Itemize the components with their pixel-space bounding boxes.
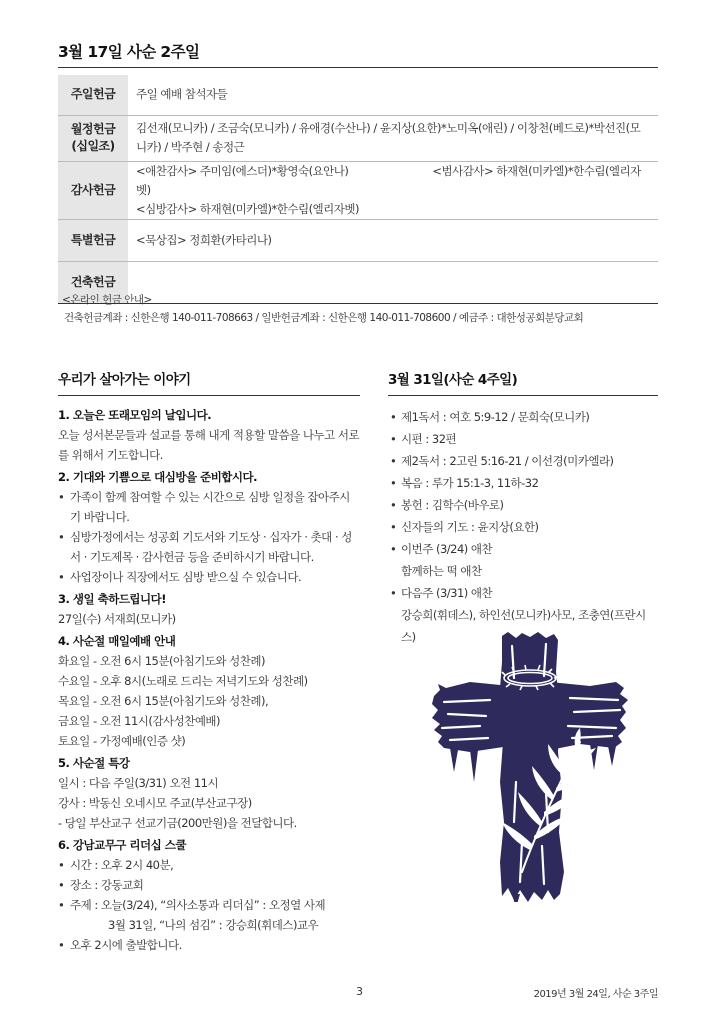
story-title: 우리가 살아가는 이야기 [58, 368, 360, 396]
offering-table [58, 75, 658, 304]
online-offering-info [62, 291, 583, 327]
offering-label-line: 월정헌금 [70, 122, 116, 136]
offering-content: 주일 예배 참석자들 [128, 75, 658, 115]
offering-content-line [136, 162, 650, 200]
section-heading: 4. 사순절 매일예배 안내 [58, 634, 176, 648]
reading-item: • 시편 : 32편 [390, 432, 457, 446]
section-heading: 5. 사순절 특강 [58, 756, 130, 770]
lecture-line: 강사 : 박동신 오네시모 주교(부산교구장) [58, 796, 252, 810]
reading-item: • 이번주 (3/24) 애찬 [390, 542, 493, 556]
story-section-5 [58, 754, 360, 833]
page-title: 3월 17일 사순 2주일 [58, 43, 200, 61]
schedule-line: 토요일 - 가정예배(인증 샷) [58, 734, 186, 748]
schedule-line: 화요일 - 오전 6시 15분(아침기도와 성찬례) [58, 654, 265, 668]
lecture-line: 일시 : 다음 주일(3/31) 오전 11시 [58, 776, 219, 790]
cross-icon [430, 632, 630, 902]
thanks-entry: <애찬감사> 주미임(에스더)*황영숙(요안나) [136, 163, 349, 178]
thanks-entry: <심방감사> 하재현(미카엘)*한수림(엘리자벳) [136, 201, 359, 216]
story-section-2 [58, 468, 360, 587]
list-item: • 오후 2시에 출발합니다. [58, 938, 182, 952]
section-heading: 6. 강남교무구 리더십 스쿨 [58, 838, 186, 852]
title-divider [58, 67, 658, 68]
reading-item: • 다음주 (3/31) 애찬 [390, 586, 493, 600]
list-item-continuation: 3월 31일, “나의 섬김” : 강승희(휘데스)교우 [108, 918, 319, 932]
story-section-4 [58, 632, 360, 751]
offering-label: 특별헌금 [58, 219, 128, 261]
story-section-3 [58, 590, 360, 629]
thanks-entry: <범사감사> 하재현(미카엘)*한수림(엘리자벳) [136, 163, 641, 197]
reading-item: • 봉헌 : 김학수(바우로) [390, 498, 504, 512]
section-heading: 3. 생일 축하드립니다! [58, 592, 166, 606]
list-item: • 주제 : 오늘(3/24), “의사소통과 리더십” : 오정열 사제 [58, 898, 326, 912]
offering-row-thanks [58, 161, 658, 219]
list-item: • 심방가정에서는 성공회 기도서와 기도상 · 십자가 · 촛대 · 성서 · 기도제목 · 감사헌금 등을 준비하시기 바랍니다. [58, 530, 352, 564]
schedule-line: 금요일 - 오전 11시(감사성찬예배) [58, 714, 221, 728]
offering-row-sunday [58, 75, 658, 115]
offering-label [58, 115, 128, 161]
schedule-line: 수요일 - 오후 8시(노래로 드리는 저녁기도와 성찬례) [58, 674, 308, 688]
list-item: • 장소 : 강동교회 [58, 878, 144, 892]
offering-label: 주일헌금 [58, 75, 128, 115]
offering-content: 김선재(모니카) / 조금숙(모니카) / 유애경(수산나) / 윤지상(요한)*노미옥(애린) / 이창천(베드로)*박선진(모니카) / 박주현 / 송정근 [128, 115, 658, 161]
offering-row-monthly [58, 115, 658, 161]
lecture-line: - 당일 부산교구 선교기금(200만원)을 전달합니다. [58, 816, 297, 830]
section-heading: 1. 오늘은 또래모임의 날입니다. [58, 408, 212, 422]
section-body: 27일(수) 서재희(모니카) [58, 612, 176, 626]
reading-item-continuation: 강승희(휘데스), 하인선(모니카)사모, 조충연(프란시스) [401, 608, 646, 644]
readings-column [388, 368, 658, 648]
reading-item-continuation: 함께하는 떡 애찬 [401, 564, 482, 578]
page-number: 3 [356, 985, 363, 998]
section-heading: 2. 기대와 기쁨으로 대심방을 준비합시다. [58, 470, 257, 484]
list-item: • 사업장이나 직장에서도 심방 받으실 수 있습니다. [58, 570, 302, 584]
story-section-1 [58, 406, 360, 465]
schedule-line: 목요일 - 오전 6시 15분(아침기도와 성찬례), [58, 694, 269, 708]
offering-label-line: (십일조) [71, 139, 115, 153]
online-offering-title: <온라인 헌금 안내> [62, 294, 152, 306]
readings-title: 3월 31일(사순 4주일) [388, 368, 658, 396]
offering-label: 감사헌금 [58, 161, 128, 219]
list-item: • 가족이 함께 참여할 수 있는 시간으로 심방 일정을 잡아주시기 바랍니다. [58, 490, 350, 524]
footer-date: 2019년 3월 24일, 사순 3주일 [533, 989, 658, 1000]
list-item: • 시간 : 오후 2시 40분, [58, 858, 174, 872]
reading-item: • 제1독서 : 여호 5:9-12 / 문희숙(모니카) [390, 410, 590, 424]
offering-row-special [58, 219, 658, 261]
reading-item: • 복음 : 루가 15:1-3, 11하-32 [390, 476, 539, 490]
story-column [58, 368, 360, 958]
reading-item: • 제2독서 : 2고린 5:16-21 / 이선경(미카엘라) [390, 454, 614, 468]
online-offering-accounts: 건축헌금계좌 : 신한은행 140-011-708663 / 일반헌금계좌 : 신한은행 140-011-708600 / 예금주 : 대한성공회분당교회 [64, 312, 584, 324]
offering-content [128, 161, 658, 219]
reading-item: • 신자들의 기도 : 윤지상(요한) [390, 520, 539, 534]
section-body: 오늘 성서본문들과 설교를 통해 내게 적용할 말씀을 나누고 서로를 위해서 기도합니다. [58, 428, 360, 462]
story-section-6 [58, 836, 360, 955]
offering-content: <묵상집> 정희환(카타리나) [128, 219, 658, 261]
offering-label: 건축헌금 [58, 261, 128, 303]
